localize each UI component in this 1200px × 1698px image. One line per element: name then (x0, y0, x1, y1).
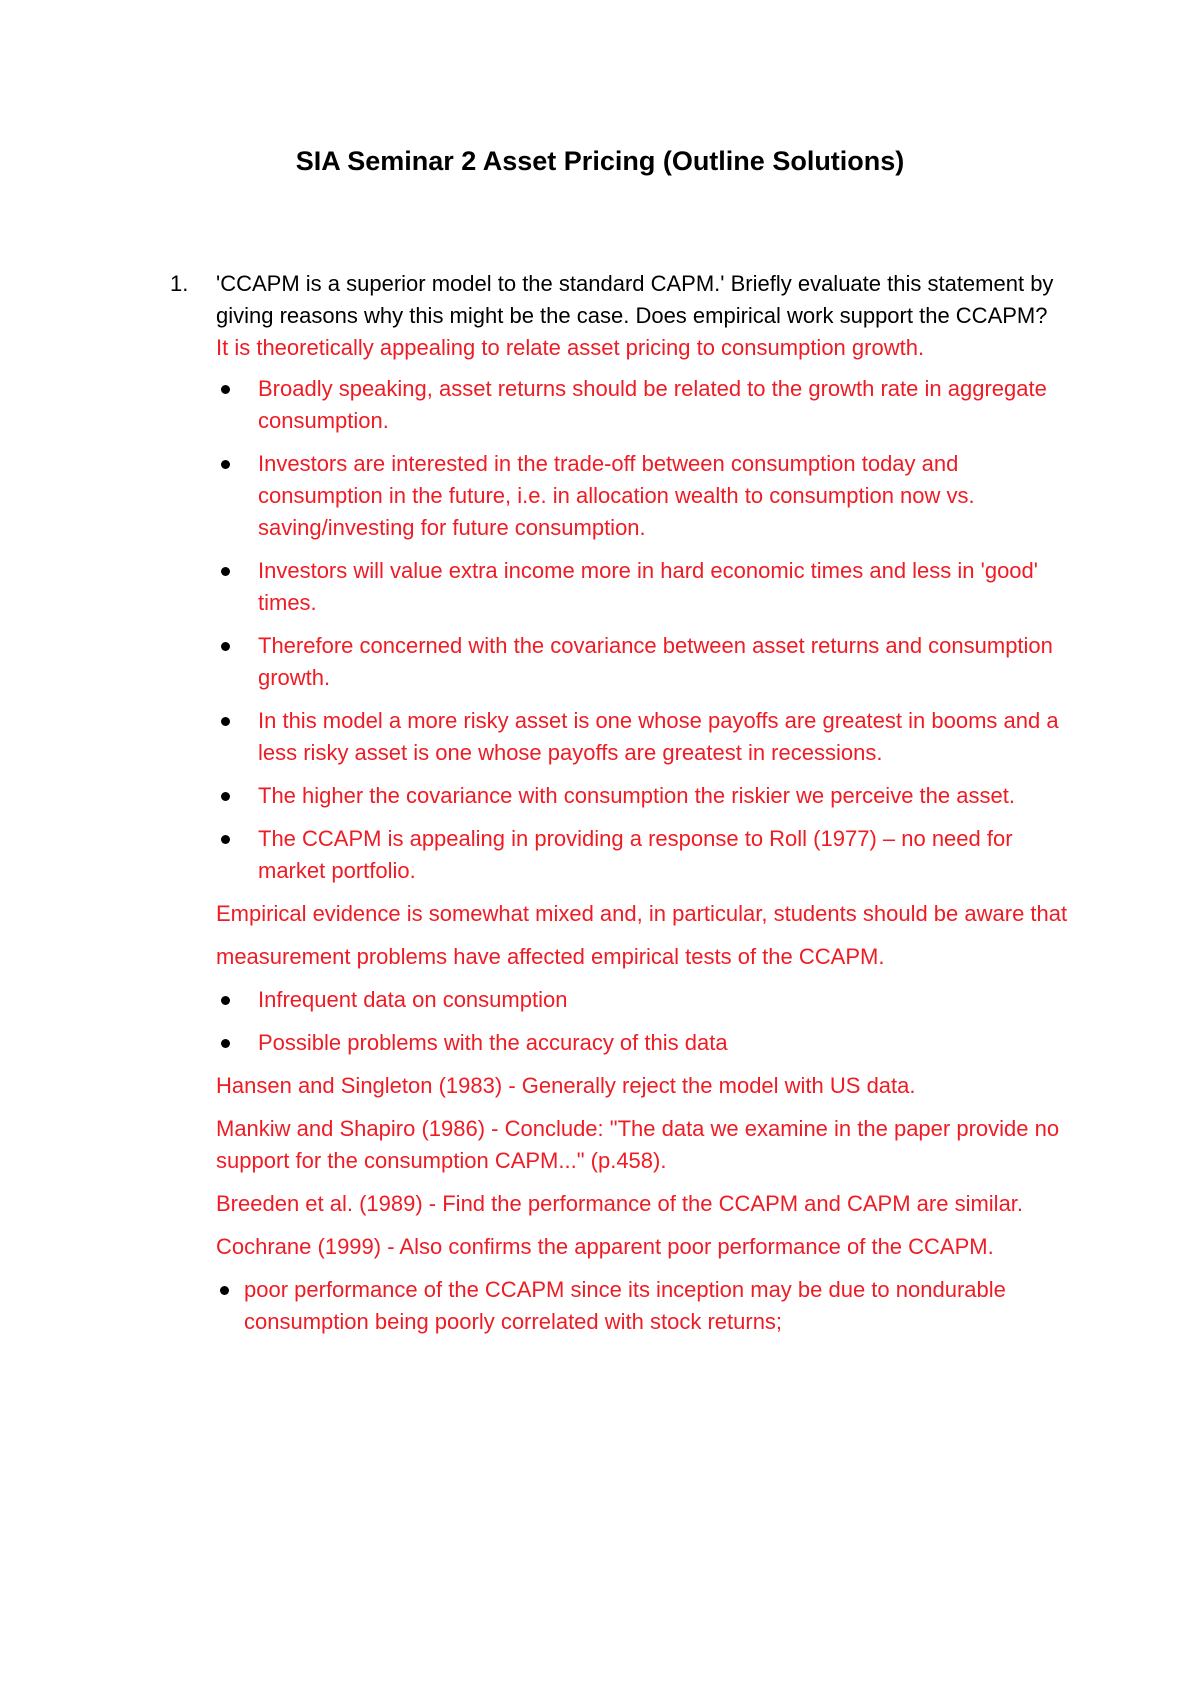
bullet-icon (221, 717, 230, 726)
list-item: In this model a more risky asset is one whose payoffs are greatest in booms and a less risky asset is one whose payoffs are greatest in recessions. (258, 705, 1070, 769)
question-number: 1. (170, 271, 189, 296)
list-item: poor performance of the CCAPM since its inception may be due to nondurable consumption being poorly correlated with stock returns; (244, 1274, 1070, 1338)
list-item: Possible problems with the accuracy of this data (258, 1027, 1070, 1059)
answer-intro: It is theoretically appealing to relate asset pricing to consumption growth. (216, 335, 925, 360)
bullet-icon (221, 567, 230, 576)
document-title: SIA Seminar 2 Asset Pricing (Outline Solutions) (295, 146, 905, 176)
reference-cochrane: Cochrane (1999) - Also confirms the apparent poor performance of the CCAPM. (216, 1234, 994, 1259)
reference-mankiw-shapiro: Mankiw and Shapiro (1986) - Conclude: "The data we examine in the paper provide no support for the consumption CAPM..." (p.458). (216, 1116, 1060, 1173)
bullet-icon (221, 792, 230, 801)
reference-breeden: Breeden et al. (1989) - Find the performance of the CCAPM and CAPM are similar. (216, 1191, 1024, 1216)
bullet-icon (221, 835, 230, 844)
list-item: Broadly speaking, asset returns should be related to the growth rate in aggregate consumption. (258, 373, 1070, 437)
list-item: The higher the covariance with consumption the riskier we perceive the asset. (258, 780, 1070, 812)
list-item: Infrequent data on consumption (258, 984, 1070, 1016)
answer-bullet-list-2 (170, 984, 1070, 1059)
list-item: Investors are interested in the trade-off between consumption today and consumption in the future, i.e. in allocation wealth to consumption now vs. saving/investing for future consumption. (258, 448, 1070, 544)
list-item: The CCAPM is appealing in providing a response to Roll (1977) – no need for market portfolio. (258, 823, 1070, 887)
list-item: Therefore concerned with the covariance between asset returns and consumption growth. (258, 630, 1070, 694)
answer-bullet-list-3 (170, 1274, 1070, 1338)
reference-hansen-singleton: Hansen and Singleton (1983) - Generally reject the model with US data. (216, 1073, 916, 1098)
bullet-icon (221, 385, 230, 394)
list-item: Investors will value extra income more in hard economic times and less in 'good' times. (258, 555, 1070, 619)
document-body (170, 268, 1070, 1349)
answer-bullet-list-1 (170, 373, 1070, 887)
bullet-icon (221, 460, 230, 469)
question-text: 'CCAPM is a superior model to the standard CAPM.' Briefly evaluate this statement by giving reasons why this might be the case. Does empirical work support the CCAPM? (216, 271, 1054, 328)
bullet-icon (221, 1039, 230, 1048)
question-1 (170, 268, 1070, 332)
bullet-icon (221, 642, 230, 651)
bullet-icon (220, 1286, 229, 1295)
bullet-icon (221, 996, 230, 1005)
empirical-paragraph-2: measurement problems have affected empirical tests of the CCAPM. (216, 944, 885, 969)
empirical-paragraph-1: Empirical evidence is somewhat mixed and, in particular, students should be aware that (216, 901, 1068, 926)
